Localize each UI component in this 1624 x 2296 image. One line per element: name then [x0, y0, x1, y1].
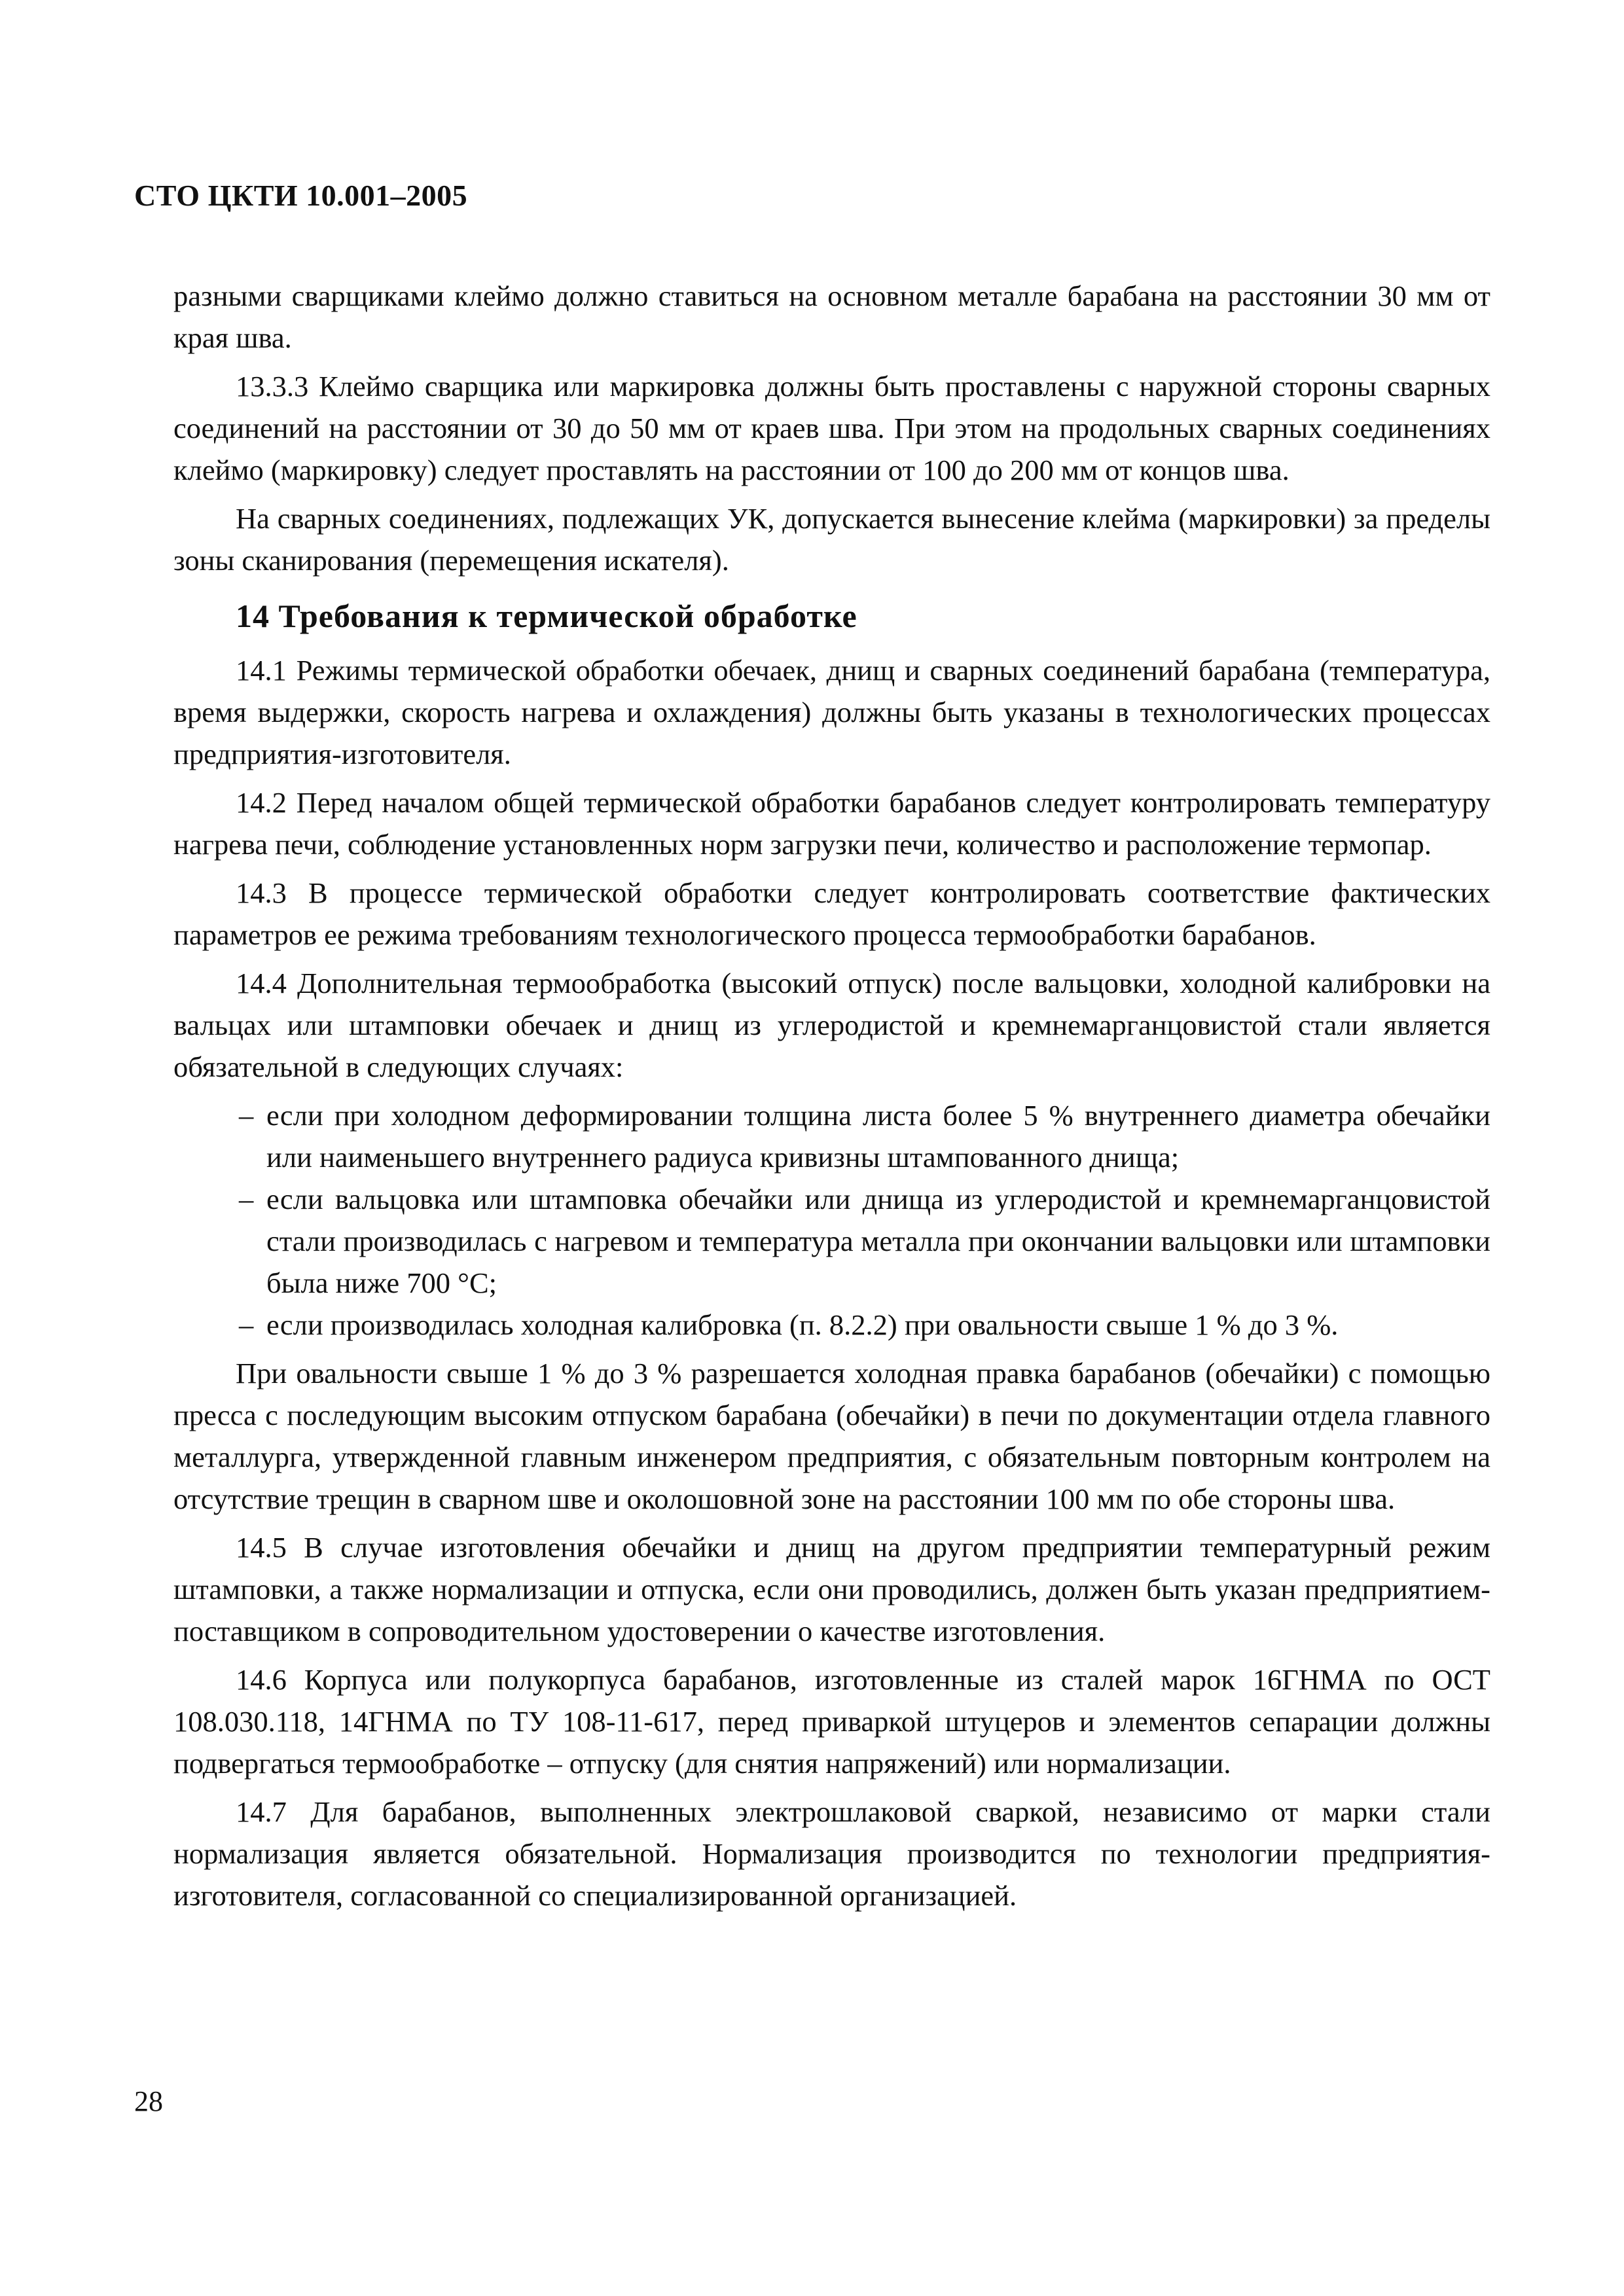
- paragraph-14-7: 14.7 Для барабанов, выполненных электрошлаковой сваркой, независимо от марки стали нормализация является обязательной. Нормализация производится по технологии предприятия-изготовителя, согласованной со специализированной организацией.: [173, 1795, 1490, 1912]
- list-14-4-cases: [173, 1094, 1490, 1346]
- document-code-header: СТО ЦКТИ 10.001–2005: [134, 179, 468, 212]
- list-item-text: если производилась холодная калибровка (п. 8.2.2) при овальности свыше 1 % до 3 %.: [266, 1308, 1339, 1341]
- list-item: [239, 1178, 1490, 1304]
- paragraph-ovality-straightening: При овальности свыше 1 % до 3 % разрешается холодная правка барабанов (обечайки) с помощью пресса с последующим высоким отпуском барабана (обечайки) в печи по документации отдела главного металлурга, утвержденной главным инженером предприятия, с обязательным повторным контролем на отсутствие трещин в сварном шве и околошовной зоне на расстоянии 100 мм по обе стороны шва.: [173, 1357, 1490, 1515]
- list-item-text: если при холодном деформировании толщина листа более 5 % внутреннего диаметра обечайки или наименьшего внутреннего радиуса кривизны штампованного днища;: [266, 1099, 1490, 1174]
- paragraph-14-4: 14.4 Дополнительная термообработка (высокий отпуск) после вальцовки, холодной калибровки на вальцах или штамповки обечаек и днищ из углеродистой и кремнемарганцовистой стали является обязательной в следующих случаях:: [173, 967, 1490, 1083]
- section-14-title: 14 Требования к термической обработке: [236, 598, 857, 634]
- list-dash: –: [239, 1099, 254, 1132]
- paragraph-intro-continuation: разными сварщиками клеймо должно ставиться на основном металле барабана на расстоянии 30 мм от края шва.: [173, 279, 1490, 354]
- paragraph-14-1: 14.1 Режимы термической обработки обечаек, днищ и сварных соединений барабана (температура, время выдержки, скорость нагрева и охлаждения) должны быть указаны в технологических процессах предприятия-изготовителя.: [173, 654, 1490, 770]
- paragraph-14-5: 14.5 В случае изготовления обечайки и днищ на другом предприятии температурный режим штамповки, а также нормализации и отпуска, если они проводились, должен быть указан предприятием-поставщиком в сопроводительном удостоверении о качестве изготовления.: [173, 1531, 1490, 1647]
- list-item-text: если вальцовка или штамповка обечайки или днища из углеродистой и кремнемарганцовистой стали производилась с нагревом и температура металла при окончании вальцовки или штамповки была ниже 700 °С;: [266, 1183, 1490, 1299]
- paragraph-uk-marking: На сварных соединениях, подлежащих УК, допускается вынесение клейма (маркировки) за пределы зоны сканирования (перемещения искателя).: [173, 502, 1490, 577]
- paragraph-14-3: 14.3 В процессе термической обработки следует контролировать соответствие фактических параметров ее режима требованиям технологического процесса термообработки барабанов.: [173, 876, 1490, 951]
- page-number: 28: [134, 2085, 163, 2117]
- paragraph-14-6: 14.6 Корпуса или полукорпуса барабанов, изготовленные из сталей марок 16ГНМА по ОСТ 108.030.118, 14ГНМА по ТУ 108-11-617, перед приваркой штуцеров и элементов сепарации должны подвергаться термообработке – отпуску (для снятия напряжений) или нормализации.: [173, 1663, 1490, 1780]
- list-item: [239, 1304, 1490, 1346]
- document-body: [173, 275, 1490, 1923]
- list-dash: –: [239, 1308, 254, 1341]
- paragraph-13-3-3: 13.3.3 Клеймо сварщика или маркировка должны быть проставлены с наружной стороны сварных соединений на расстоянии от 30 до 50 мм от краев шва. При этом на продольных сварных соединениях клеймо (маркировку) следует проставлять на расстоянии от 100 до 200 мм от концов шва.: [173, 370, 1490, 486]
- list-dash: –: [239, 1183, 254, 1215]
- list-item: [239, 1094, 1490, 1178]
- paragraph-14-2: 14.2 Перед началом общей термической обработки барабанов следует контролировать температуру нагрева печи, соблюдение установленных норм загрузки печи, количество и расположение термопар.: [173, 786, 1490, 861]
